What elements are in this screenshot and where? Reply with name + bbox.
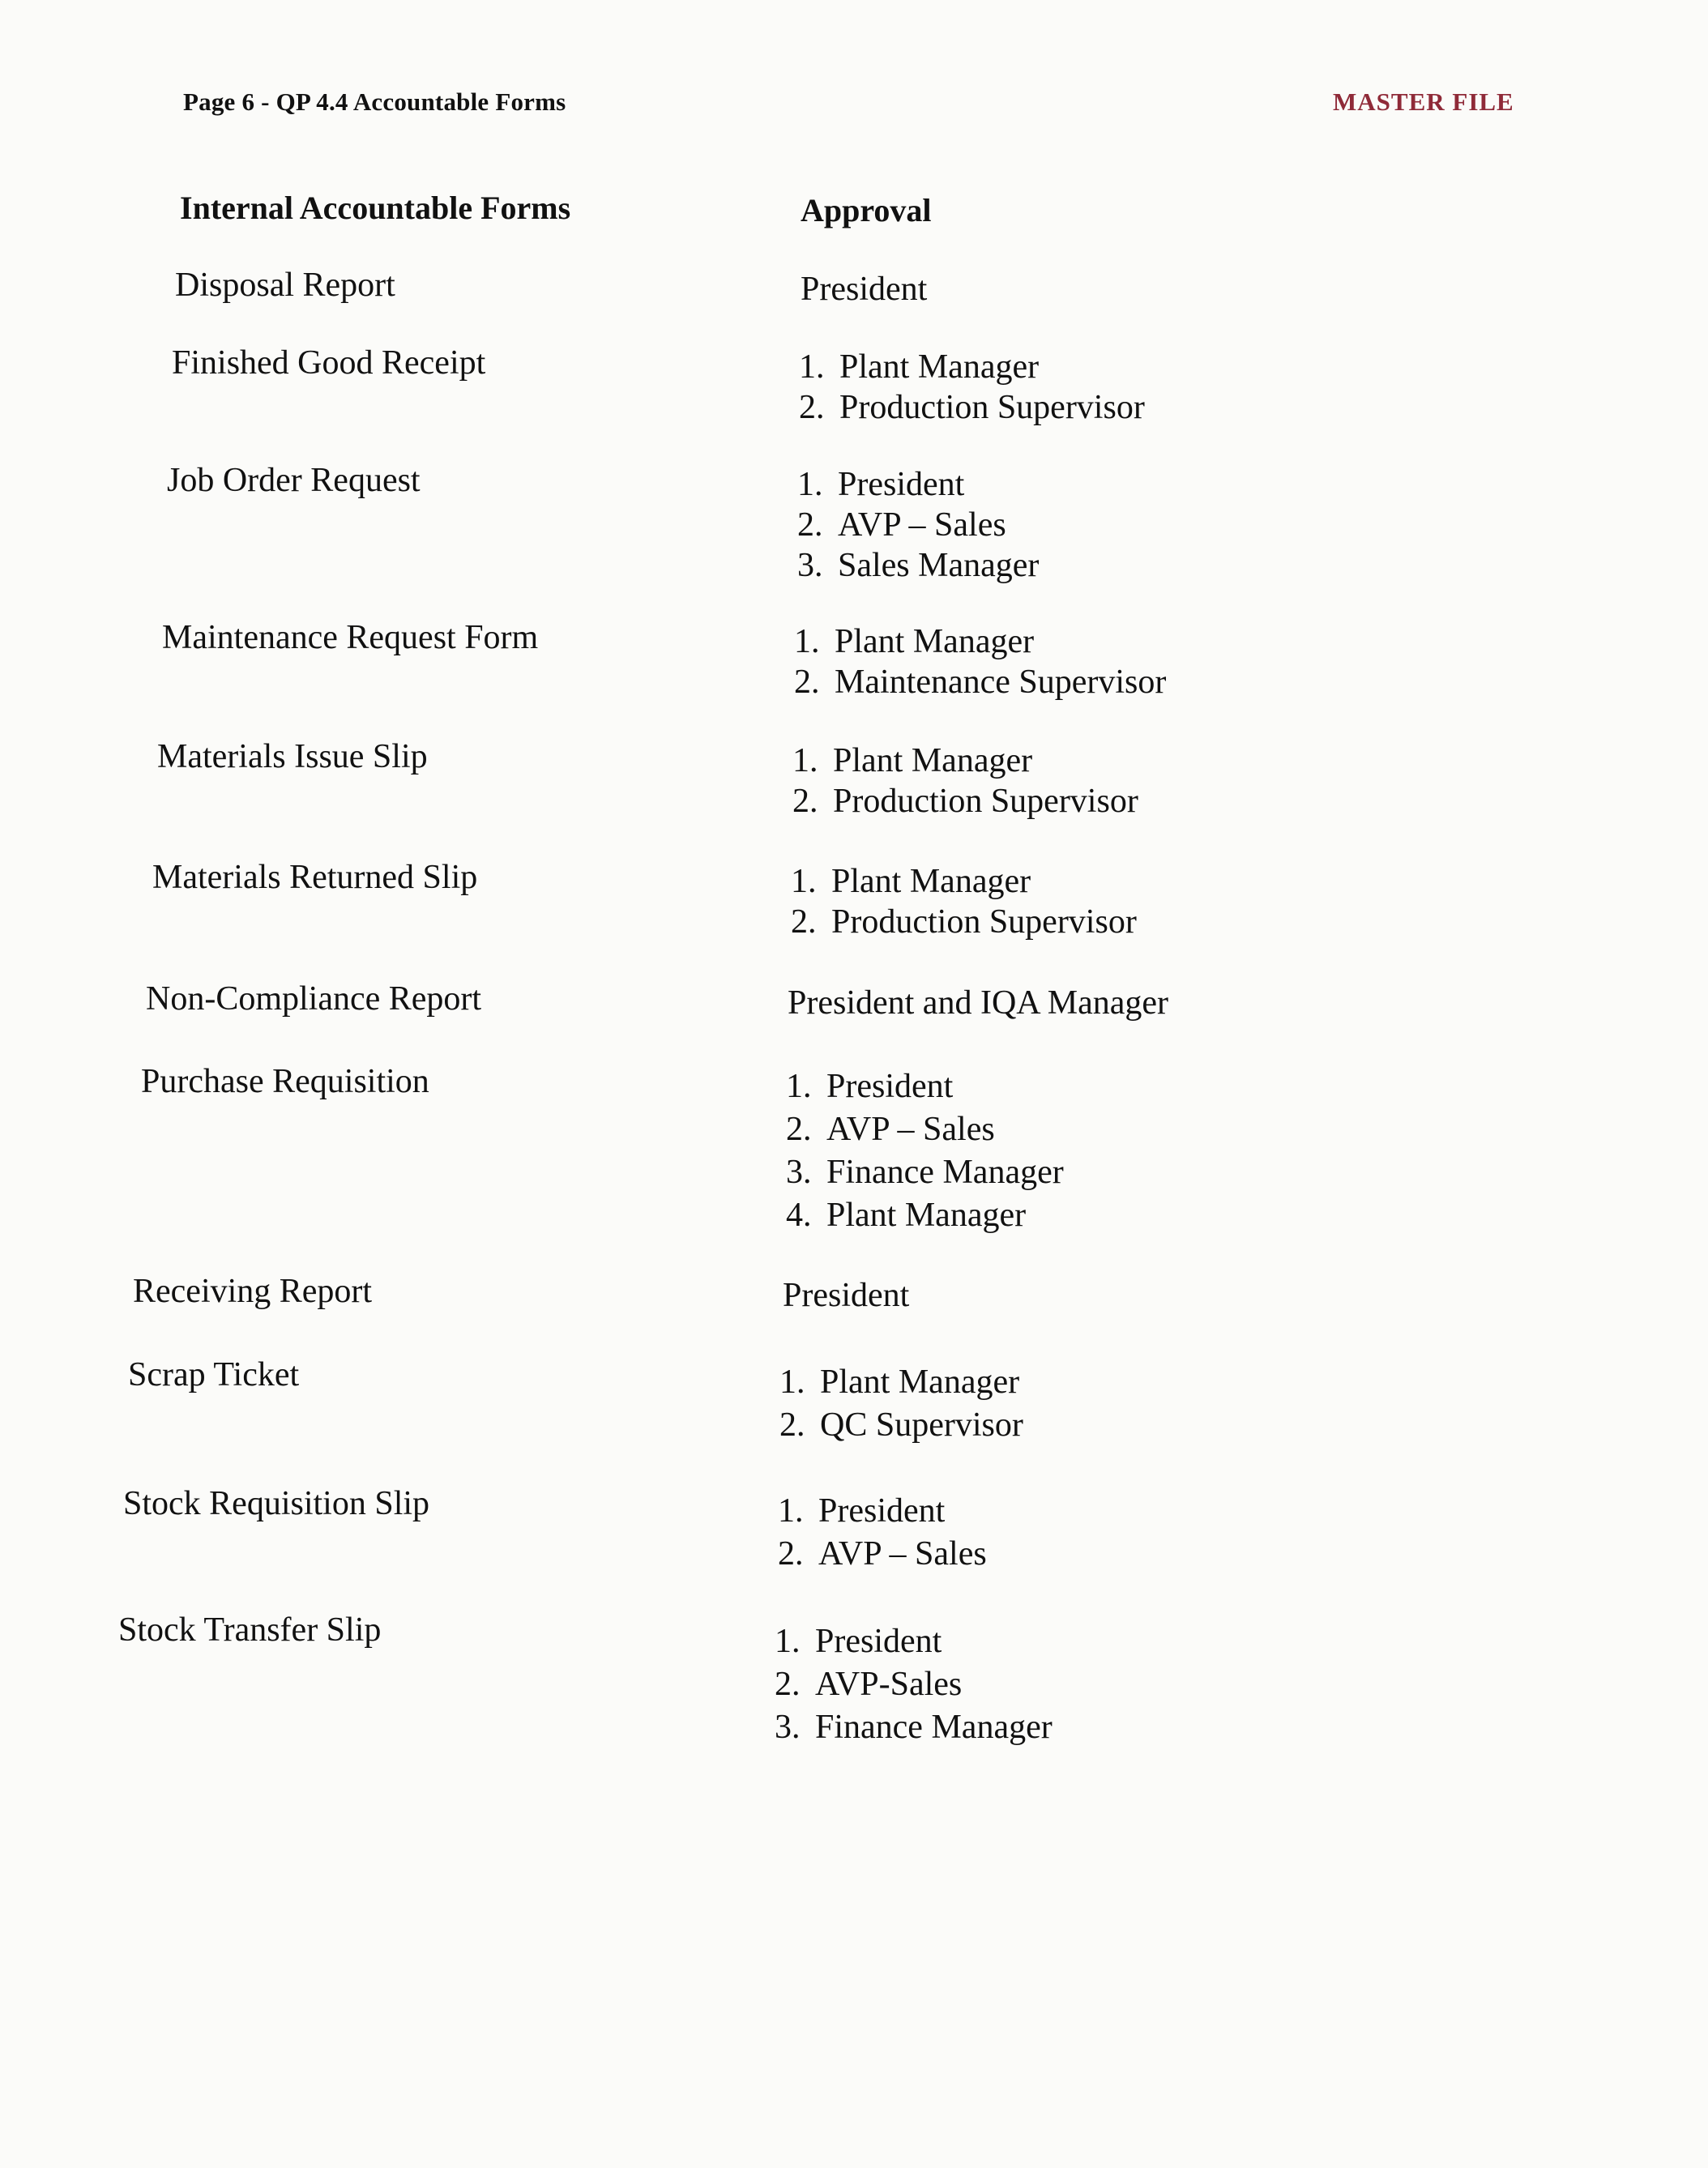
- form-name: Stock Transfer Slip: [118, 1611, 382, 1649]
- approval-text: President: [801, 271, 928, 308]
- form-name: Scrap Ticket: [128, 1356, 300, 1393]
- form-name: Materials Issue Slip: [157, 738, 428, 775]
- approval-item: [797, 505, 1039, 545]
- approval-item: [778, 1490, 987, 1533]
- approval-item: [775, 1706, 1053, 1749]
- approval-list: [797, 464, 1039, 586]
- approval-text: President: [815, 1623, 942, 1660]
- approval-list: [779, 1361, 1023, 1447]
- approval-number: 1.: [799, 348, 825, 386]
- approval-list: [801, 269, 927, 309]
- form-name: Purchase Requisition: [141, 1063, 429, 1100]
- approval-item: [794, 621, 1166, 662]
- form-name: Materials Returned Slip: [152, 859, 478, 896]
- approval-text: President and IQA Manager: [788, 984, 1169, 1022]
- approval-number: 3.: [775, 1709, 801, 1746]
- approval-item: [794, 662, 1166, 702]
- approval-list: [794, 621, 1166, 702]
- approval-item: [791, 861, 1137, 902]
- form-name: Receiving Report: [133, 1273, 373, 1310]
- approval-text: Production Supervisor: [839, 389, 1145, 426]
- approval-text: Plant Manager: [835, 623, 1035, 660]
- approval-item: [775, 1620, 1053, 1663]
- approval-text: Production Supervisor: [833, 783, 1138, 820]
- approval-item: [783, 1275, 909, 1316]
- approval-item: [786, 1194, 1064, 1237]
- approval-text: Production Supervisor: [831, 903, 1137, 941]
- approval-text: AVP – Sales: [818, 1535, 987, 1573]
- approval-item: [799, 387, 1145, 428]
- approval-item: [799, 347, 1145, 387]
- approval-text: Finance Manager: [826, 1154, 1064, 1191]
- approval-number: 3.: [786, 1154, 812, 1191]
- approval-number: 1.: [797, 466, 823, 503]
- approval-number: 2.: [779, 1406, 805, 1444]
- approval-item: [786, 1108, 1064, 1151]
- approval-number: 2.: [792, 783, 818, 820]
- form-name: Job Order Request: [167, 462, 421, 499]
- approval-item: [786, 1065, 1064, 1108]
- approval-number: 2.: [799, 389, 825, 426]
- form-name: Maintenance Request Form: [162, 619, 539, 656]
- approval-text: Sales Manager: [838, 547, 1040, 584]
- approval-text: President: [838, 466, 965, 503]
- page-header-title: Page 6 - QP 4.4 Accountable Forms: [183, 87, 566, 116]
- approval-number: 2.: [778, 1535, 804, 1573]
- approval-text: Plant Manager: [831, 863, 1031, 900]
- approval-number: 1.: [775, 1623, 801, 1660]
- approval-number: 1.: [779, 1364, 805, 1401]
- approval-number: 2.: [797, 506, 823, 544]
- master-file-stamp: MASTER FILE: [1333, 87, 1514, 116]
- approval-list: [792, 740, 1138, 822]
- approval-list: [791, 861, 1137, 942]
- approval-item: [778, 1533, 987, 1576]
- approval-number: 2.: [791, 903, 817, 941]
- approval-list: [799, 347, 1145, 428]
- approval-number: 1.: [794, 623, 820, 660]
- approval-item: [801, 269, 927, 309]
- approval-list: [786, 1065, 1064, 1237]
- form-name: Finished Good Receipt: [172, 344, 486, 382]
- approval-list: [783, 1275, 909, 1316]
- approval-number: 4.: [786, 1197, 812, 1234]
- approval-number: 1.: [792, 742, 818, 779]
- column-heading-approval: Approval: [801, 192, 932, 228]
- approval-list: [788, 983, 1168, 1023]
- approval-text: AVP – Sales: [838, 506, 1006, 544]
- approval-text: Plant Manager: [833, 742, 1033, 779]
- approval-text: Finance Manager: [815, 1709, 1053, 1746]
- approval-number: 1.: [786, 1068, 812, 1105]
- approval-item: [797, 545, 1039, 586]
- approval-number: 1.: [791, 863, 817, 900]
- approval-item: [779, 1404, 1023, 1447]
- approval-item: [786, 1151, 1064, 1194]
- approval-text: Maintenance Supervisor: [835, 664, 1167, 701]
- form-name: Stock Requisition Slip: [123, 1485, 430, 1522]
- approval-number: 2.: [775, 1666, 801, 1703]
- approval-number: 2.: [794, 664, 820, 701]
- approval-item: [791, 902, 1137, 942]
- approval-text: Plant Manager: [820, 1364, 1020, 1401]
- approval-text: Plant Manager: [826, 1197, 1027, 1234]
- approval-text: President: [826, 1068, 954, 1105]
- approval-list: [778, 1490, 987, 1576]
- approval-item: [792, 740, 1138, 781]
- approval-number: 1.: [778, 1492, 804, 1530]
- form-name: Non-Compliance Report: [146, 980, 482, 1018]
- approval-item: [779, 1361, 1023, 1404]
- form-name: Disposal Report: [175, 267, 395, 304]
- approval-text: QC Supervisor: [820, 1406, 1023, 1444]
- approval-item: [788, 983, 1168, 1023]
- approval-text: AVP – Sales: [826, 1111, 995, 1148]
- approval-text: Plant Manager: [839, 348, 1040, 386]
- approval-text: President: [818, 1492, 946, 1530]
- approval-text: President: [783, 1277, 910, 1314]
- approval-item: [775, 1663, 1053, 1706]
- approval-item: [792, 781, 1138, 822]
- column-heading-forms: Internal Accountable Forms: [180, 190, 571, 226]
- approval-item: [797, 464, 1039, 505]
- approval-number: 2.: [786, 1111, 812, 1148]
- approval-number: 3.: [797, 547, 823, 584]
- approval-text: AVP-Sales: [815, 1666, 963, 1703]
- approval-list: [775, 1620, 1053, 1749]
